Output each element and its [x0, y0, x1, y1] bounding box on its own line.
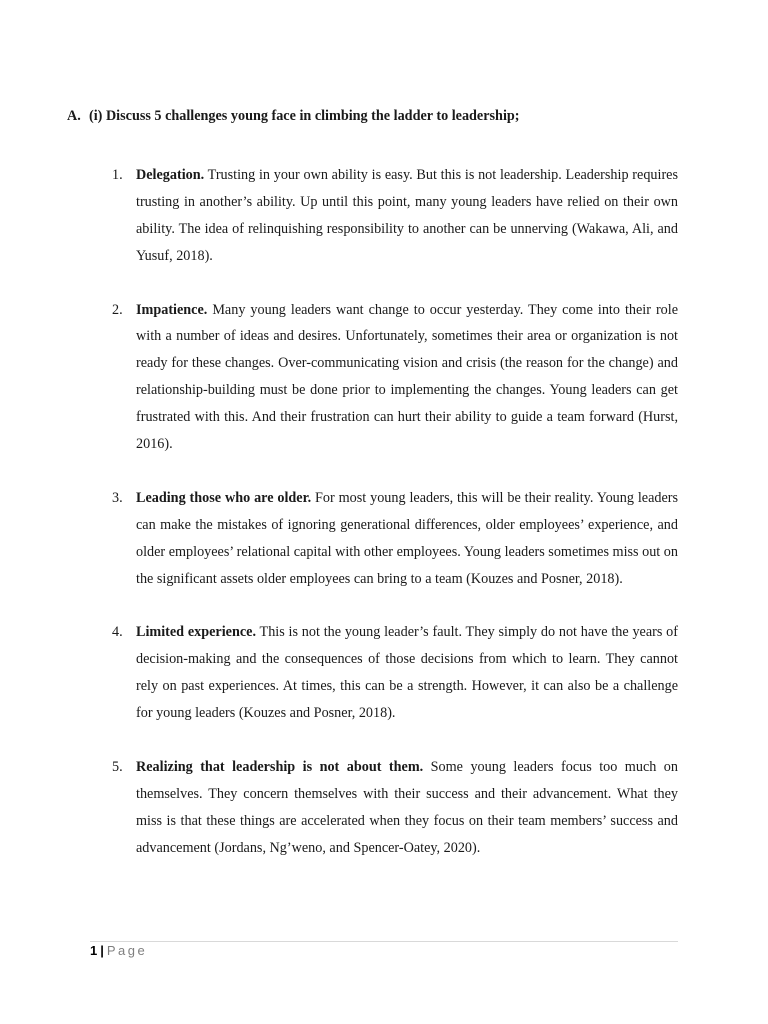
list-item-lead: Limited experience.	[136, 624, 257, 641]
section-heading	[67, 108, 520, 125]
section-letter: A.	[67, 108, 81, 124]
list-item	[112, 297, 678, 458]
page-label: Page	[106, 943, 148, 958]
list-item	[112, 162, 678, 270]
list-item-body	[136, 297, 678, 458]
list-item	[112, 619, 678, 727]
list-item-lead: Leading those who are older.	[136, 489, 312, 506]
footer-separator: |	[100, 943, 104, 958]
list-item-lead: Realizing that leadership is not about them.	[136, 758, 424, 775]
list-item-number: 4.	[112, 624, 123, 641]
list-item-number: 5.	[112, 758, 123, 775]
list-item-lead: Delegation.	[136, 167, 205, 183]
list-item-text: Many young leaders want change to occur yesterday. They come into their role with a number of ideas and desires. Unfortunately, sometimes their area or organization is not ready for these changes. Over-communicating vision and crisis (the reason for the change) and relationship-building must be done prior to implementing the changes. Young leaders can get frustrated with this. And their frustration can hurt their ability to guide a team forward (Hurst, 2016).	[136, 301, 678, 453]
list-item	[112, 754, 678, 862]
list-item-text: This is not the young leader’s fault. They simply do not have the years of decision-making and the consequences of those decisions from which to learn. They cannot rely on past experiences. At times, this can be a strength. However, it can also be a challenge for young leaders (Kouzes and Posner, 2018).	[136, 624, 678, 722]
list-item-number: 3.	[112, 489, 123, 506]
list-item-body	[136, 485, 678, 593]
footer-divider	[90, 941, 678, 942]
page-footer	[90, 943, 147, 958]
list-item-body	[136, 162, 678, 270]
list-item-text: Trusting in your own ability is easy. But this is not leadership. Leadership requires trusting in another’s ability. Up until this point, many young leaders have relied on their own ability. The idea of relinquishing responsibility to another can be unnerving (Wakawa, Ali, and Yusuf, 2018).	[136, 167, 678, 264]
list-item-body	[136, 754, 678, 862]
section-heading-text: (i) Discuss 5 challenges young face in climbing the ladder to leadership;	[89, 108, 520, 124]
list-item-number: 1.	[112, 167, 123, 183]
list-item-text: Some young leaders focus too much on themselves. They concern themselves with their success and their advancement. What they miss is that these things are accelerated when they focus on their team members’ success and advancement (Jordans, Ng’weno, and Spencer-Oatey, 2020).	[136, 758, 678, 856]
challenges-list	[112, 162, 678, 888]
list-item	[112, 485, 678, 593]
list-item-number: 2.	[112, 301, 123, 318]
list-item-text: For most young leaders, this will be their reality. Young leaders can make the mistakes of ignoring generational differences, older employees’ experience, and older employees’ relational capital with other employees. Young leaders sometimes miss out on the significant assets older employees can bring to a team (Kouzes and Posner, 2018).	[136, 489, 679, 587]
list-item-lead: Impatience.	[136, 301, 208, 318]
page-number: 1	[90, 943, 98, 958]
list-item-body	[136, 619, 678, 727]
